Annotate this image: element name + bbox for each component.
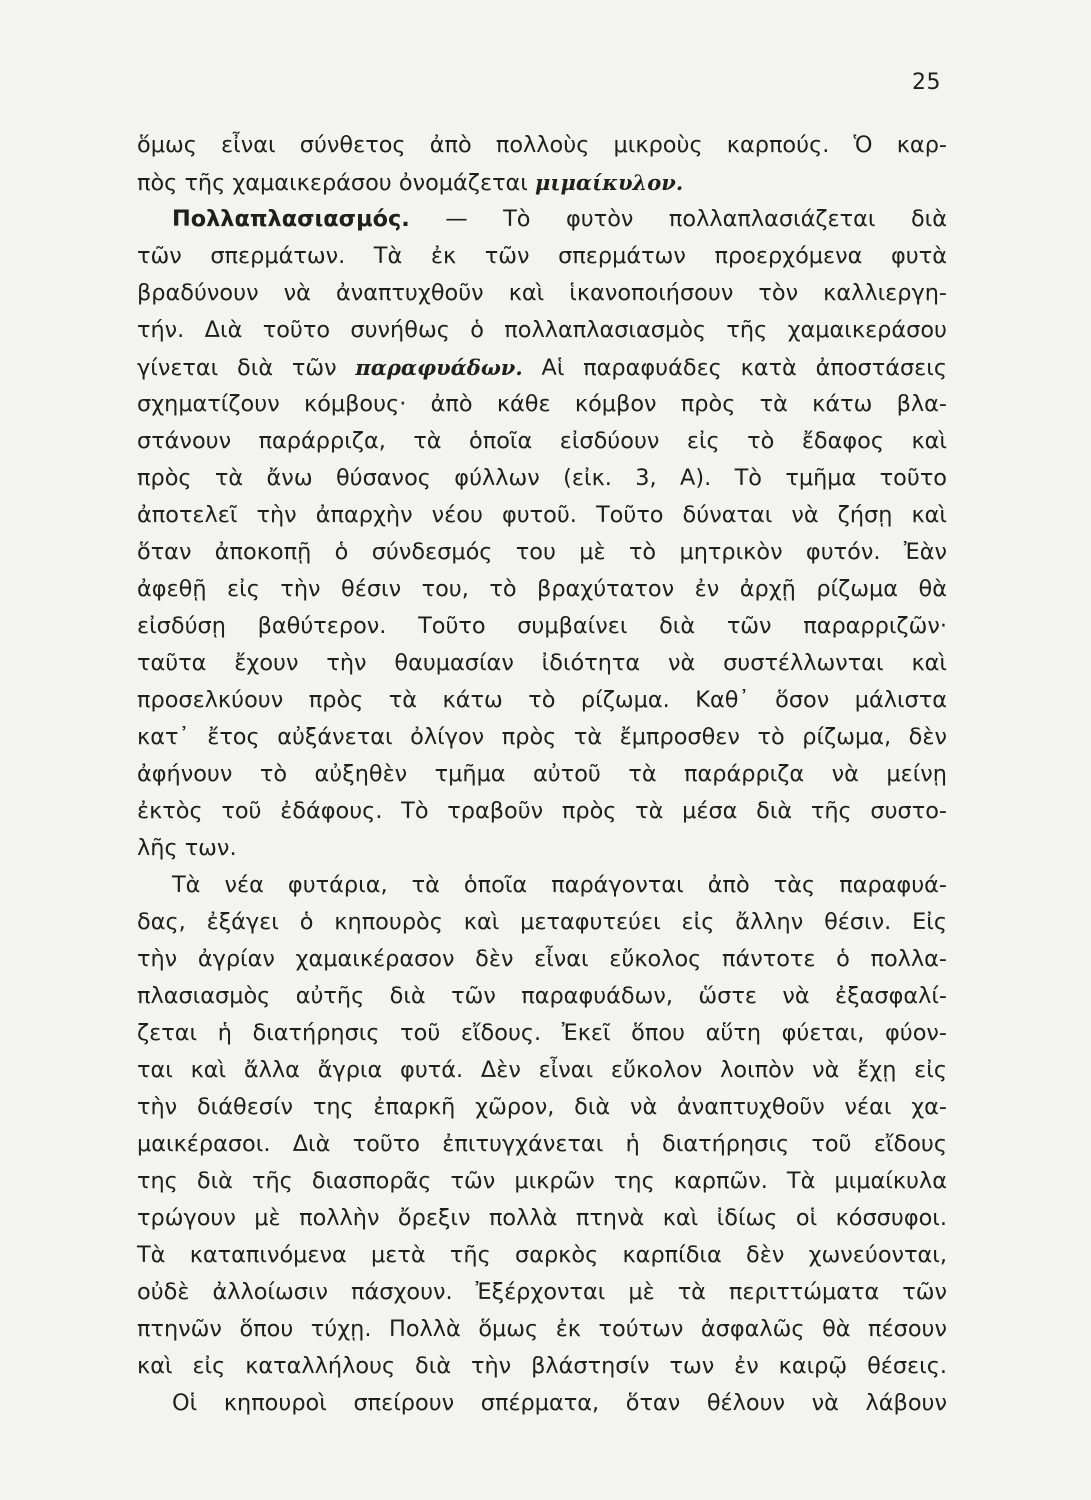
text-line [137,1237,947,1274]
text-line [137,645,947,682]
text-line [137,497,947,534]
text-line [137,349,947,386]
italic-term: μιμαίκυλον. [535,170,684,195]
line-text: ται καὶ ἄλλα ἄγρια φυτά. Δὲν εἶναι εὔκολον λοιπὸν νὰ ἔχῃ εἰς [137,1057,947,1083]
text-line [137,719,947,756]
text-line [137,164,947,201]
line-text: πὸς τῆς χαμαικεράσου ὀνομάζεται [137,170,536,196]
text-line [137,1163,947,1200]
line-text: — Τὸ φυτὸν πολλαπλασιάζεται διὰ [409,206,947,232]
line-text: Αἱ παραφυάδες κατὰ ἀποστάσεις [522,355,947,381]
text-line [137,312,947,349]
text-line [137,1385,947,1422]
line-text: Τὰ νέα φυτάρια, τὰ ὁποῖα παράγονται ἀπὸ τὰς παραφυά- [172,872,947,898]
text-line [137,1274,947,1311]
text-line [137,1126,947,1163]
line-text: τήν. Διὰ τοῦτο συνήθως ὁ πολλαπλασιασμὸς τῆς χαμαικεράσου [137,317,947,343]
text-line [137,571,947,608]
text-line [137,1089,947,1126]
text-line [137,275,947,312]
text-line [137,608,947,645]
text-line [137,756,947,793]
line-text: Οἱ κηπουροὶ σπείρουν σπέρματα, ὅταν θέλουν νὰ λάβουν [172,1390,947,1416]
line-text: ὅταν ἀποκοπῇ ὁ σύνδεσμός του μὲ τὸ μητρικὸν φυτόν. Ἐὰν [137,539,947,565]
line-text: προσελκύουν πρὸς τὰ κάτω τὸ ρίζωμα. Καθ᾽ ὅσον μάλιστα [137,687,947,713]
text-line [137,978,947,1015]
text-line [137,534,947,571]
text-line [137,867,947,904]
italic-term: παραφυάδων. [355,355,523,380]
text-line [137,1311,947,1348]
text-line [137,386,947,423]
line-text: στάνουν παράρριζα, τὰ ὁποῖα εἰσδύουν εἰς τὸ ἔδαφος καὶ [137,428,947,454]
line-text: τὴν ἀγρίαν χαμαικέρασον δὲν εἶναι εὔκολος πάντοτε ὁ πολλα- [137,946,947,972]
text-line [137,201,947,238]
line-text: πτηνῶν ὅπου τύχῃ. Πολλὰ ὅμως ἐκ τούτων ἀσφαλῶς θὰ πέσουν [137,1316,947,1342]
line-text: ὅμως εἶναι σύνθετος ἀπὸ πολλοὺς μικροὺς καρπούς. Ὁ καρ- [137,132,947,158]
line-text: Τὰ καταπινόμενα μετὰ τῆς σαρκὸς καρπίδια δὲν χωνεύονται, [137,1242,947,1268]
text-line [137,830,947,867]
line-text: δας, ἐξάγει ὁ κηπουρὸς καὶ μεταφυτεύει εἰς ἄλλην θέσιν. Εἰς [137,909,947,935]
line-text: τρώγουν μὲ πολλὴν ὄρεξιν πολλὰ πτηνὰ καὶ ἰδίως οἱ κόσσυφοι. [137,1205,947,1231]
text-line [137,238,947,275]
line-text: ταῦτα ἔχουν τὴν θαυμασίαν ἰδιότητα νὰ συστέλλωνται καὶ [137,650,947,676]
text-line [137,127,947,164]
line-text: γίνεται διὰ τῶν [137,355,356,381]
text-line [137,1348,947,1385]
line-text: ἀφεθῇ εἰς τὴν θέσιν του, τὸ βραχύτατον ἐν ἀρχῇ ρίζωμα θὰ [137,576,947,602]
section-heading: Πολλαπλασιασμός. [172,206,410,232]
line-text: εἰσδύσῃ βαθύτερον. Τοῦτο συμβαίνει διὰ τῶν παραρριζῶν· [137,613,947,639]
body-text [137,127,947,1422]
line-text: οὐδὲ ἀλλοίωσιν πάσχουν. Ἐξέρχονται μὲ τὰ περιττώματα τῶν [137,1279,947,1305]
text-line [137,1200,947,1237]
line-text: λῆς των. [137,835,237,861]
line-text: σχηματίζουν κόμβους· ἀπὸ κάθε κόμβον πρὸς τὰ κάτω βλα- [137,391,947,417]
text-line [137,1015,947,1052]
line-text: πλασιασμὸς αὐτῆς διὰ τῶν παραφυάδων, ὥστε νὰ ἐξασφαλί- [137,983,947,1009]
text-line [137,941,947,978]
line-text: κατ᾽ ἔτος αὐξάνεται ὀλίγον πρὸς τὰ ἔμπροσθεν τὸ ρίζωμα, δὲν [137,724,947,750]
text-line [137,460,947,497]
line-text: ἀφήνουν τὸ αὐξηθὲν τμῆμα αὐτοῦ τὰ παράρριζα νὰ μείνῃ [137,761,947,787]
line-text: τῶν σπερμάτων. Τὰ ἐκ τῶν σπερμάτων προερχόμενα φυτὰ [137,243,947,269]
text-line [137,682,947,719]
line-text: ζεται ἡ διατήρησις τοῦ εἴδους. Ἐκεῖ ὅπου αὕτη φύεται, φύον- [137,1020,947,1046]
text-line [137,423,947,460]
line-text: ἐκτὸς τοῦ ἐδάφους. Τὸ τραβοῦν πρὸς τὰ μέσα διὰ τῆς συστο- [137,798,947,824]
text-line [137,1052,947,1089]
line-text: της διὰ τῆς διασπορᾶς τῶν μικρῶν της καρπῶν. Τὰ μιμαίκυλα [137,1168,947,1194]
line-text: μαικέρασοι. Διὰ τοῦτο ἐπιτυγχάνεται ἡ διατήρησις τοῦ εἴδους [137,1131,947,1157]
line-text: τὴν διάθεσίν της ἐπαρκῆ χῶρον, διὰ νὰ ἀναπτυχθοῦν νέαι χα- [137,1094,947,1120]
line-text: ἀποτελεῖ τὴν ἀπαρχὴν νέου φυτοῦ. Τοῦτο δύναται νὰ ζήσῃ καὶ [137,502,947,528]
text-line [137,904,947,941]
text-line [137,793,947,830]
line-text: πρὸς τὰ ἄνω θύσανος φύλλων (εἰκ. 3, Α). Τὸ τμῆμα τοῦτο [137,465,947,491]
page-number: 25 [912,70,941,95]
line-text: βραδύνουν νὰ ἀναπτυχθοῦν καὶ ἱκανοποιήσουν τὸν καλλιεργη- [137,280,947,306]
line-text: καὶ εἰς καταλλήλους διὰ τὴν βλάστησίν των ἐν καιρῷ θέσεις. [137,1353,947,1379]
